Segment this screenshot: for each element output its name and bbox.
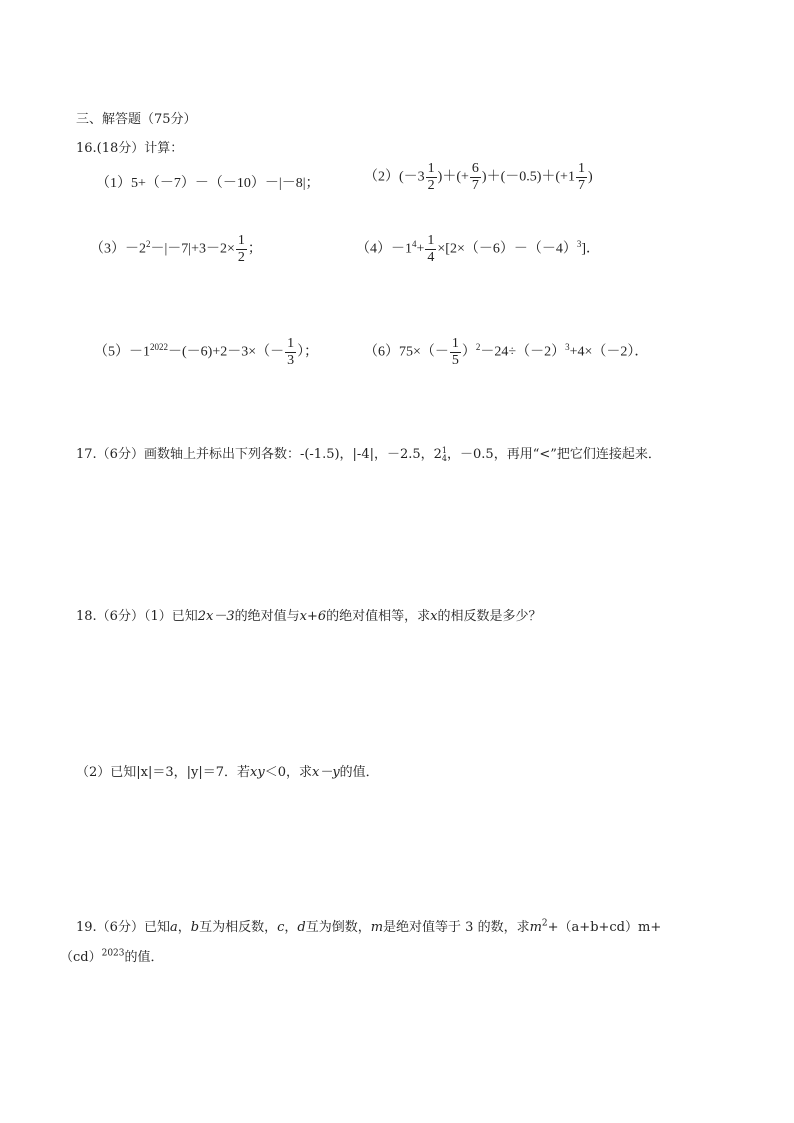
q16-p1-label: （1） — [96, 176, 131, 191]
fraction: $\frac{6}{7}$ — [471, 161, 479, 193]
fraction: $\frac{1}{2}$ — [427, 161, 435, 193]
q18-part1: 18.（6分）（1）已知2x－3的绝对值与x+6的绝对值相等，求x的相反数是多少？ — [76, 609, 542, 624]
q16-part5: $(5)-1^{2022}-(-6)+2-3\times(-$ $\frac{1}{3}$ ）； — [94, 336, 319, 368]
q16-part4: $(4)-1^4+$ $\frac{1}{4}$ $\times[2\times(-6)-(-4)^3]$． — [356, 233, 601, 265]
q16-p1-expr: 5+（－7）－（－10）－|－8|； — [131, 176, 320, 191]
mixed-number-fraction: 1 4 — [441, 445, 448, 463]
q16-part6: （6）75×（－ $\frac{1}{5}$ ）$^2-24\div(-2)^3+4\times(-2)$． — [364, 336, 649, 368]
q16-header: 16.(18分）计算： — [76, 141, 184, 156]
q16-part1 — [96, 172, 320, 192]
q18-part2: （2）已知|x|＝3，|y|＝7．若xy＜0，求x－y的值． — [76, 765, 379, 780]
q16-p2-label: （2） — [364, 169, 399, 185]
fraction: $\frac{1}{7}$ — [577, 161, 585, 193]
q16-p4-label: （4） — [356, 241, 391, 257]
q16-p6-label: （6） — [364, 344, 399, 360]
q16-p5-label: （5） — [94, 344, 129, 360]
q16-p3-label: （3） — [90, 241, 125, 257]
section-title: 三、解答题（75分） — [76, 112, 197, 127]
q16-part2: （2）(－3 $\frac{1}{2}$ )＋(+ $\frac{6}{7}$ )＋(－0.5)＋(+1 $\frac{1}{7}$ ) — [364, 161, 593, 193]
q19-line2: （cd）$^{2023}$的值． — [60, 948, 164, 965]
fraction: $\frac{1}{3}$ — [287, 336, 295, 368]
q17-question: 17.（6分）画数轴上并标出下列各数：-(-1.5)，|-4|，－2.5，2 1 4 ，－0.5，再用“<”把它们连接起来． — [76, 445, 661, 463]
fraction: $\frac{1}{4}$ — [427, 233, 435, 265]
q19-line1: 19.（6分）已知a，b互为相反数，c，d互为倒数，m是绝对值等于 3 的数，求$m^2+(a+b+cd)m+$ — [76, 918, 662, 935]
fraction: $\frac{1}{2}$ — [237, 233, 245, 265]
q16-part3: $(3)-2^2-|-7|+3-2\times$ $\frac{1}{2}$ ； — [90, 233, 262, 265]
fraction: $\frac{1}{5}$ — [451, 336, 459, 368]
